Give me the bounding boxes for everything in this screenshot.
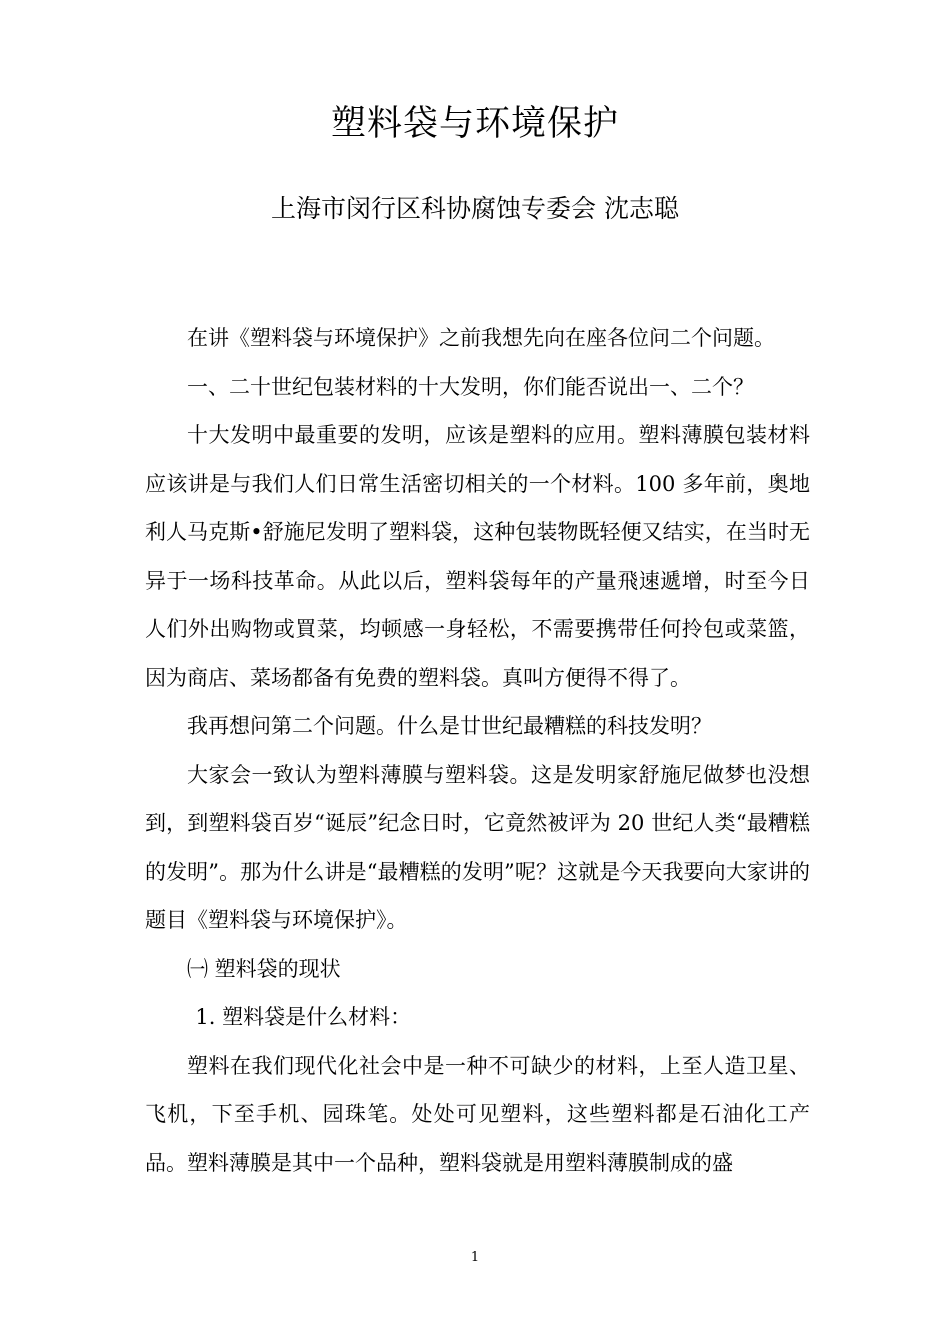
document-author: 上海市闵行区科协腐蚀专委会 沈志聪 [271, 194, 679, 223]
paragraph: 塑料在我们现代化社会中是一种不可缺少的材料，上至人造卫星、飞机，下至手机、园珠笔。处处可见塑料，这些塑料都是石油化工产品。塑料薄膜是其中一个品种，塑料袋就是用塑料薄膜制成的盛 [145, 1053, 810, 1175]
paragraph: 在讲《塑料袋与环境保护》之前我想先向在座各位问二个问题。 [187, 326, 775, 350]
paragraph: 大家会一致认为塑料薄膜与塑料袋。这是发明家舒施尼做梦也没想到，到塑料袋百岁“诞辰”纪念日时，它竟然被评为 20 世纪人类“最糟糕的发明”。那为什么讲是“最糟糕的发明”呢？这就是今天我要向大家讲的题目《塑料袋与环境保护》。 [145, 762, 810, 932]
paragraph: 我再想问第二个问题。什么是廿世纪最糟糕的科技发明？ [187, 714, 712, 738]
paragraph: 十大发明中最重要的发明，应该是塑料的应用。塑料薄膜包装材料应该讲是与我们人们日常生活密切相关的一个材料。100 多年前，奥地利人马克斯•舒施尼发明了塑料袋，这种包装物既轻便又结实，在当时无异于一场科技革命。从此以后，塑料袋每年的产量飛速遞增，时至今日人们外出购物或買菜，均顿感一身轻松，不需要携带任何拎包或菜篮，因为商店、菜场都备有免费的塑料袋。真叫方便得不得了。 [145, 423, 810, 690]
page-number: 1 [470, 1250, 480, 1265]
paragraph: 一、二十世纪包装材料的十大发明，你们能否说出一、二个？ [187, 374, 754, 399]
document-body [145, 314, 810, 1187]
section-heading: ㈠ 塑料袋的现状 [187, 956, 341, 981]
document-title: 塑料袋与环境保护 [330, 104, 619, 144]
subsection-heading: 1. 塑料袋是什么材料： [195, 1005, 412, 1029]
